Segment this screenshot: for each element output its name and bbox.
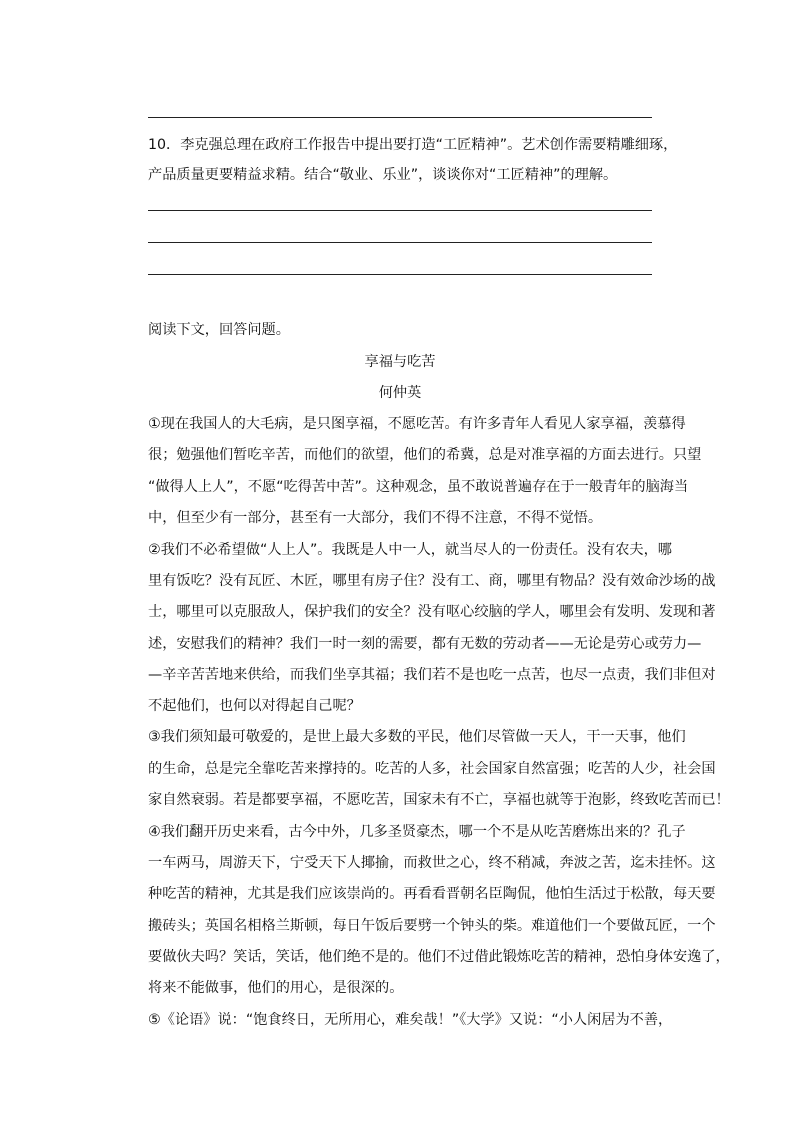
article-line: 家自然衰弱。若是都要享福，不愿吃苦，国家未有不亡，享福也就等于泡影，终致吃苦而已！ xyxy=(148,792,730,808)
article-line: 一车两马，周游天下，宁受天下人揶揄，而救世之心，终不稍减，奔波之苦，迄未挂怀。这 xyxy=(148,855,716,871)
article-line: 述，安慰我们的精神？我们一时一刻的需要，都有无数的劳动者——无论是劳心或劳力— xyxy=(148,636,702,652)
article-line: 不起他们，也何以对得起自己呢？ xyxy=(148,698,361,714)
article-line: 士，哪里可以克服敌人，保护我们的安全？没有呕心绞脑的学人，哪里会有发明、发现和著 xyxy=(148,604,716,620)
article-line: —辛辛苦苦地来供给，而我们坐享其福；我们若不是也吃一点苦，也尽一点责，我们非但对 xyxy=(148,667,716,683)
question-10-line-2: 产品质量更要精益求精。结合“敬业、乐业”，谈谈你对“工匠精神”的理解。 xyxy=(148,167,618,183)
article-author: 何仲英 xyxy=(378,385,422,401)
article-line: 将来不能做事，他们的用心，是很深的。 xyxy=(148,980,404,996)
article-line: ①现在我国人的大毛病，是只图享福，不愿吃苦。有许多青年人看见人家享福，羡慕得 xyxy=(148,416,686,432)
article-line: 搬砖头；英国名相格兰斯顿，每日午饭后要劈一个钟头的柴。难道他们一个要做瓦匠，一个 xyxy=(148,918,716,934)
article-line: 很；勉强他们暂吃辛苦，而他们的欲望，他们的希冀，总是对准享福的方面去进行。只望 xyxy=(148,447,702,463)
answer-line-3 xyxy=(148,274,652,275)
article-line: “做得人上人”，不愿“吃得苦中苦”。这种观念，虽不敢说普遍存在于一般青年的脑海当 xyxy=(148,479,689,495)
article-line: ②我们不必希望做“人上人”。我既是人中一人，就当尽人的一份责任。没有农夫，哪 xyxy=(148,542,672,558)
article-line: ⑤《论语》说：“饱食终日，无所用心，难矣哉！”《大学》又说：“小人闲居为不善， xyxy=(148,1012,673,1028)
article-line: ③我们须知最可敬爱的，是世上最大多数的平民，他们尽管做一天人，干一天事，他们 xyxy=(148,729,686,745)
article-line: 的生命，总是完全靠吃苦来撑持的。吃苦的人多，社会国家自然富强；吃苦的人少，社会国 xyxy=(148,761,716,777)
answer-line-1 xyxy=(148,210,652,211)
answer-line-top xyxy=(148,117,652,118)
article-line: 中，但至少有一部分，甚至有一大部分，我们不得不注意，不得不觉悟。 xyxy=(148,510,603,526)
question-10-line-1: 10．李克强总理在政府工作报告中提出要打造“工匠精神”。艺术创作需要精雕细琢， xyxy=(148,137,678,153)
article-line: 种吃苦的精神，尤其是我们应该崇尚的。再看看晋朝名臣陶侃，他怕生活过于松散，每天要 xyxy=(148,886,716,902)
article-line: ④我们翻开历史来看，古今中外，几多圣贤豪杰，哪一个不是从吃苦磨炼出来的？孔子 xyxy=(148,824,686,840)
article-title: 享福与吃苦 xyxy=(364,354,436,370)
answer-line-2 xyxy=(148,242,652,243)
article-line: 里有饭吃？没有瓦匠、木匠，哪里有房子住？没有工、商，哪里有物品？没有效命沙场的战 xyxy=(148,573,716,589)
article-line: 要做伙夫吗？笑话，笑话，他们绝不是的。他们不过借此锻炼吃苦的精神，恐怕身体安逸了， xyxy=(148,949,730,965)
reading-instruction: 阅读下文，回答问题。 xyxy=(148,322,290,338)
